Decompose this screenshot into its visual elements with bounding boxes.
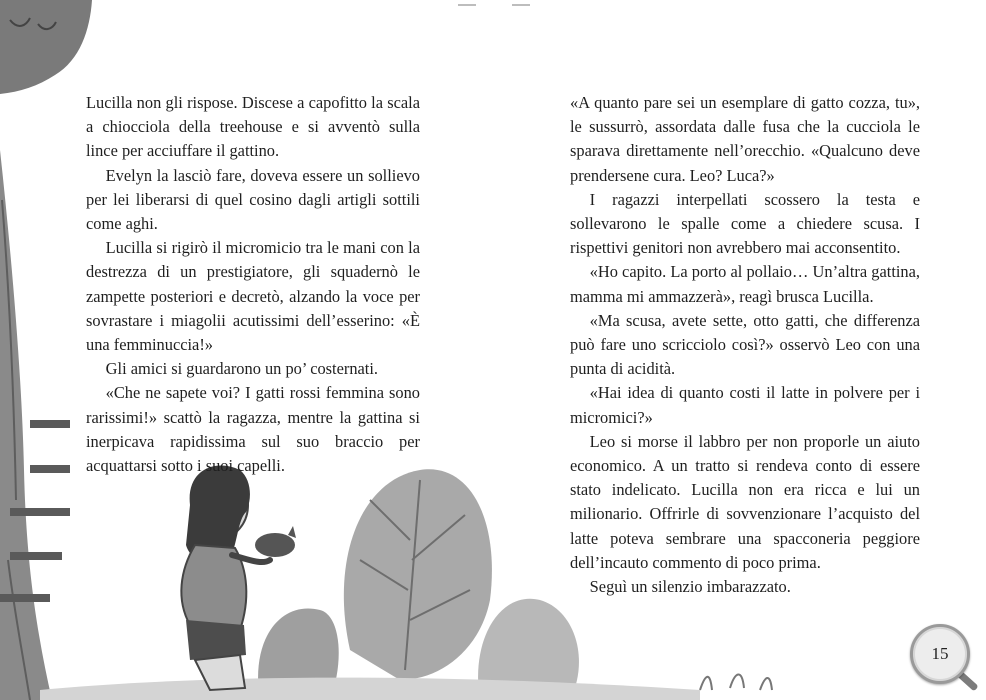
magnifying-glass-icon	[910, 624, 970, 684]
paragraph: Lucilla si rigirò il micromicio tra le mani con la destrezza di un prestigiatore, gli squadernò le zampette posteriori e decretò, alzando la voce per sovrastare i miagolii acutissimi dell’esserino: «È una femminuccia!»	[86, 238, 420, 355]
paragraph: Gli amici si guardarono un po’ costernati.	[105, 359, 379, 379]
grass-tufts	[700, 674, 772, 690]
paragraph: Leo si morse il labbro per non proporle un aiuto economico. A un tratto si rendeva conto di essere stato indelicato. Lucilla non era ricca e lui un milionario. Offrirle di sovvenzionare l’acquisto del latte poteva sembrare una spacconeria peggiore dell’incauto commento di poco prima.	[570, 431, 920, 572]
foliage-top-left	[0, 0, 92, 94]
ground	[40, 678, 700, 700]
paragraph: Lucilla non gli rispose. Discese a capofitto la scala a chiocciola della treehouse e si avventò sulla lince per acciuffare il gattino.	[86, 93, 420, 161]
page-mark-left	[458, 4, 476, 6]
right-page-text	[570, 91, 920, 599]
paragraph: «Ho capito. La porto al pollaio… Un’altra gattina, mamma mi ammazzerà», reagì brusca Lucilla.	[570, 262, 920, 306]
girl-shorts	[186, 620, 246, 660]
paragraph: I ragazzi interpellati scossero la testa e sollevarono le spalle come a chiedere scusa. I rispettivi genitori non avrebbero mai acconsentito.	[570, 189, 920, 258]
paragraph: «Che ne sapete voi? I gatti rossi femmina sono rarissimi!» scattò la ragazza, mentre la gattina si inerpicava rapidissima sul suo braccio per acquattarsi sotto i suoi capelli.	[86, 383, 420, 476]
paragraph: «A quanto pare sei un esemplare di gatto cozza, tu», le sussurrò, assordata dalle fusa che la cucciola le sparava direttamente nell’orecchio. «Qualcuno deve prendersene cura. Leo? Luca?»	[570, 93, 920, 185]
paragraph: Evelyn la lasciò fare, doveva essere un sollievo per lei liberarsi di quel cosino dagli artigli sottili come aghi.	[86, 165, 420, 234]
paragraph: «Hai idea di quanto costi il latte in polvere per i micromici?»	[570, 383, 920, 427]
paragraph: «Ma scusa, avete sette, otto gatti, che differenza può fare uno scricciolo così?» osservò Leo con una punta di acidità.	[570, 310, 920, 379]
page-number: 15	[931, 644, 949, 663]
page-mark-right	[512, 4, 530, 6]
paragraph: Seguì un silenzio imbarazzato.	[589, 577, 791, 597]
left-page-text	[86, 91, 420, 478]
kitten	[255, 533, 295, 557]
